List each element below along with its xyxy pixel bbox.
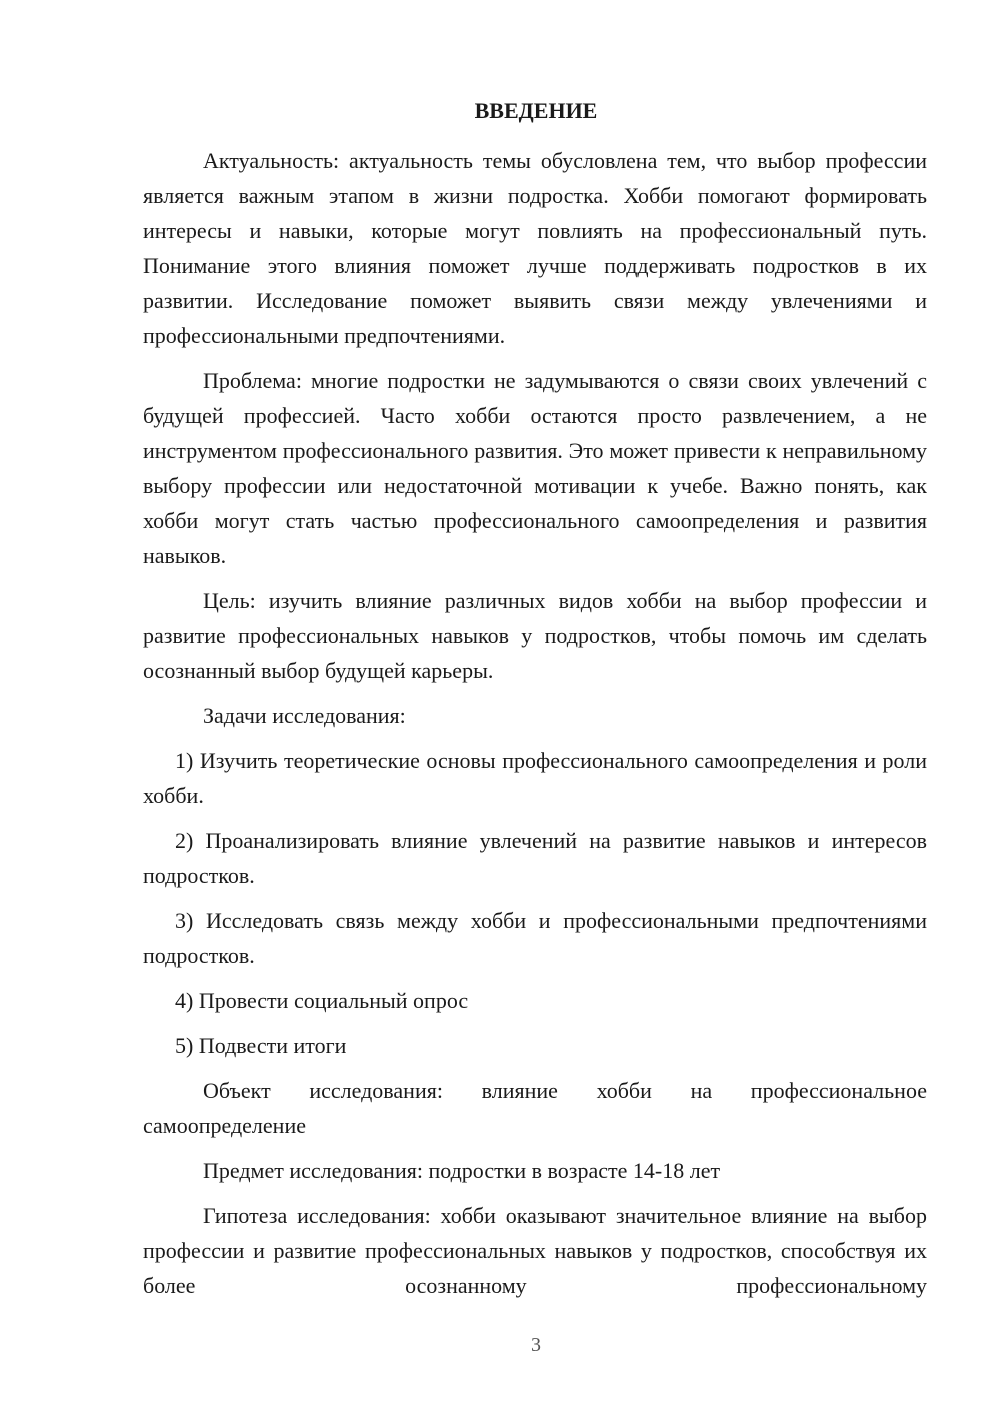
paragraph-relevance: Актуальность: актуальность темы обусловлена тем, что выбор профессии является важным этапом в жизни подростка. Хобби помогают формировать интересы и навыки, которые могут повлиять на профессиональный путь. Понимание этого влияния поможет лучше поддерживать подростков в их развитии. Исследование поможет выявить связи между увлечениями и профессиональными предпочтениями.: [143, 148, 927, 348]
task-item-5: 5) Подвести итоги: [175, 1033, 347, 1058]
paragraph-object: Объект исследования: влияние хобби на профессиональное самоопределение: [143, 1078, 927, 1138]
task-item-3: 3) Исследовать связь между хобби и профессиональными предпочтениями подростков.: [143, 908, 927, 968]
paragraph-hypothesis: Гипотеза исследования: хобби оказывают значительное влияние на выбор профессии и развитие профессиональных навыков у подростков, способствуя их более осознанному профессиональному: [143, 1203, 927, 1298]
paragraph-problem: Проблема: многие подростки не задумываются о связи своих увлечений с будущей профессией. Часто хобби остаются просто развлечением, а не инструментом профессионального развития. Это может привести к неправильному выбору профессии или недостаточной мотивации к учебе. Важно понять, как хобби могут стать частью профессионального самоопределения и развития навыков.: [143, 368, 927, 568]
task-item-4: 4) Провести социальный опрос: [175, 988, 469, 1013]
task-item-2: 2) Проанализировать влияние увлечений на развитие навыков и интересов подростков.: [143, 828, 927, 888]
page-title: ВВЕДЕНИЕ: [474, 98, 598, 123]
paragraph-subject: Предмет исследования: подростки в возрасте 14-18 лет: [203, 1158, 721, 1183]
page-number: 3: [531, 1334, 541, 1356]
paragraph-goal: Цель: изучить влияние различных видов хобби на выбор профессии и развитие профессиональных навыков у подростков, чтобы помочь им сделать осознанный выбор будущей карьеры.: [143, 588, 927, 683]
task-item-1: 1) Изучить теоретические основы профессионального самоопределения и роли хобби.: [143, 748, 927, 808]
tasks-heading: Задачи исследования:: [203, 703, 406, 728]
page-body: [143, 97, 927, 1303]
